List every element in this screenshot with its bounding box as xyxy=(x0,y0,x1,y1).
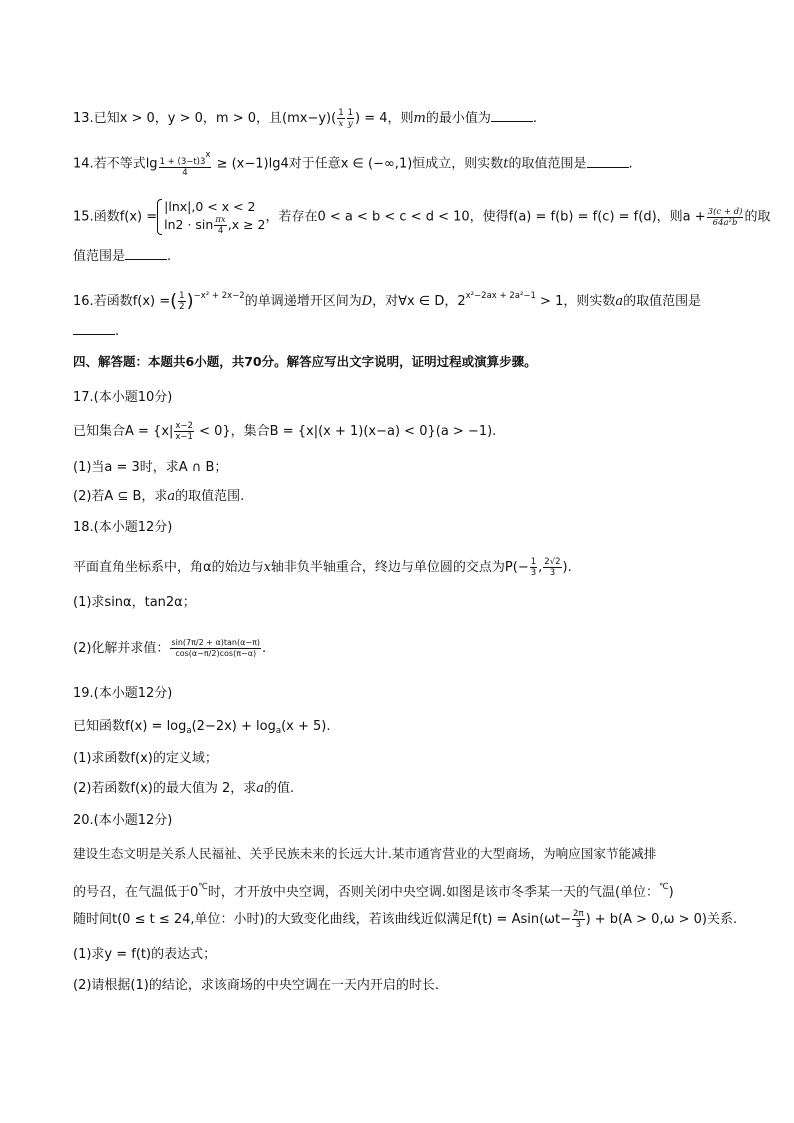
question-20-line-2: 的号召，在气温低于0℃时，才开放中央空调，否则关闭中央空调.如图是该市冬季某一天的气温(单位：℃) xyxy=(73,882,674,900)
question-19-header: 19.(本小题12分) xyxy=(73,686,173,701)
fraction-1-over-x: $\frac{1}{x}$ xyxy=(338,108,344,129)
fraction-one-third: $\frac{1}{3}$ xyxy=(530,557,537,578)
question-20-part-1: (1)求y = f(t)的表达式； xyxy=(73,947,217,962)
question-16-line-2: . xyxy=(73,322,119,342)
question-20-line-1: 建设生态文明是关系人民福祉、关乎民族未来的长远大计.某市通宵营业的大型商场，为响应国家节能减排 xyxy=(73,846,657,861)
answer-blank-16 xyxy=(73,322,115,335)
question-17-header: 17.(本小题10分) xyxy=(73,390,173,405)
fraction-two-pi-thirds: $\frac{2\pi}{3}$ xyxy=(573,909,584,930)
question-15: 15.函数f(x) = |lnx|,0 < x < 2 ln2 · sin $\frac{\pi x}{4}$ ,x ≥ 2 ，若存在0 < a < b < c < d < 10，使得f(a) = f(b) = f(c) = f(d)，则a + $\frac{3(c + d)}{\text{64a²b}}$ 的取 xyxy=(73,199,771,236)
question-15-line-2: 值范围是 . xyxy=(73,249,172,264)
answer-blank-15 xyxy=(125,247,167,260)
question-20-header: 20.(本小题12分) xyxy=(73,813,173,828)
question-17-part-1: (1)当a = 3时，求A ∩ B； xyxy=(73,460,228,475)
question-13: 13.已知x > 0，y > 0，m > 0，且(mx−y)( $\frac{1}{x}$ $\frac{1}{y}$ ) = 4，则m的最小值为 . xyxy=(73,108,538,129)
fraction-trig-expression: $\frac{\sin(7\pi/2 + \alpha)\tan(\alpha-\pi)}{\cos(\alpha-\pi/2)\cos(\pi-\alpha)}$ xyxy=(171,638,261,658)
question-20-line-3: 随时间t(0 ≤ t ≤ 24,单位：小时)的大致变化曲线，若该曲线近似满足f(t) = Asin(ωt− $\frac{2\pi}{3}$ ) + b(A > 0,ω > 0)关系. xyxy=(73,909,738,930)
question-19-stem: 已知函数$f(x) = \log_a(2-2x) + \log_a(x + 5)$. xyxy=(73,719,331,736)
question-18-part-2: (2)化解并求值： $\frac{\sin(7\pi/2 + \alpha)\tan(\alpha-\pi)}{\cos(\alpha-\pi/2)\cos(\pi-\alpha)}$ . xyxy=(73,638,267,658)
question-14: 14.若不等式lg $\frac{1 + (3-t)3x}{4}$ ≥ (x−1)lg4对于任意x ∈ (−∞,1)恒成立，则实数t的取值范围是 . xyxy=(73,150,633,178)
question-18-part-1: (1)求sinα，tan2α； xyxy=(73,595,196,610)
fraction-two-root-two-thirds: $\frac{2√2}{3}$ xyxy=(544,557,561,578)
fraction-1-over-y: $\frac{1}{y}$ xyxy=(347,108,354,129)
question-18-stem: 平面直角坐标系中，角α的始边与x轴非负半轴重合，终边与单位圆的交点为P(− $\frac{1}{3}$ , $\frac{2√2}{3}$ ). xyxy=(73,557,572,578)
fraction-log-argument: $\frac{1 + (3-t)3x}{4}$ xyxy=(159,150,211,178)
question-18-header: 18.(本小题12分) xyxy=(73,520,173,535)
section-heading: 四、解答题：本题共6小题，共70分。解答应写出文字说明，证明过程或演算步骤。 xyxy=(73,354,537,369)
piecewise-function: |lnx|,0 < x < 2 ln2 · sin $\frac{\pi x}{4}$ ,x ≥ 2 xyxy=(157,198,265,236)
fraction-expression: $\frac{3(c + d)}{\text{64a²b}}$ xyxy=(707,206,743,228)
fraction-one-half: $\frac{1}{2}$ xyxy=(179,291,185,312)
question-19-part-1: (1)求函数f(x)的定义域； xyxy=(73,751,218,766)
answer-blank-13 xyxy=(491,109,533,122)
question-17-part-2: (2)若A ⊆ B，求a的取值范围. xyxy=(73,489,245,504)
question-20-part-2: (2)请根据(1)的结论，求该商场的中央空调在一天内开启的时长. xyxy=(73,978,439,993)
answer-blank-14 xyxy=(587,155,629,168)
question-16: 16.若函数f(x) =( $\frac{1}{2}$ )$^{-x^2 + 2x-2}$的单调递增开区间为D，对∀x ∈ D，$2^{x^2-2ax + 2a^2-1} > 1$，则实数a的取值范围是 xyxy=(73,290,702,312)
fraction-set-a: $\frac{x-2}{x-1}$ xyxy=(175,421,193,442)
question-19-part-2: (2)若函数f(x)的最大值为 2，求a的值. xyxy=(73,781,295,796)
question-17-stem: 已知集合A = {x| $\frac{x-2}{x-1}$ < 0}，集合B = {x|(x + 1)(x−a) < 0}(a > −1). xyxy=(73,421,497,442)
